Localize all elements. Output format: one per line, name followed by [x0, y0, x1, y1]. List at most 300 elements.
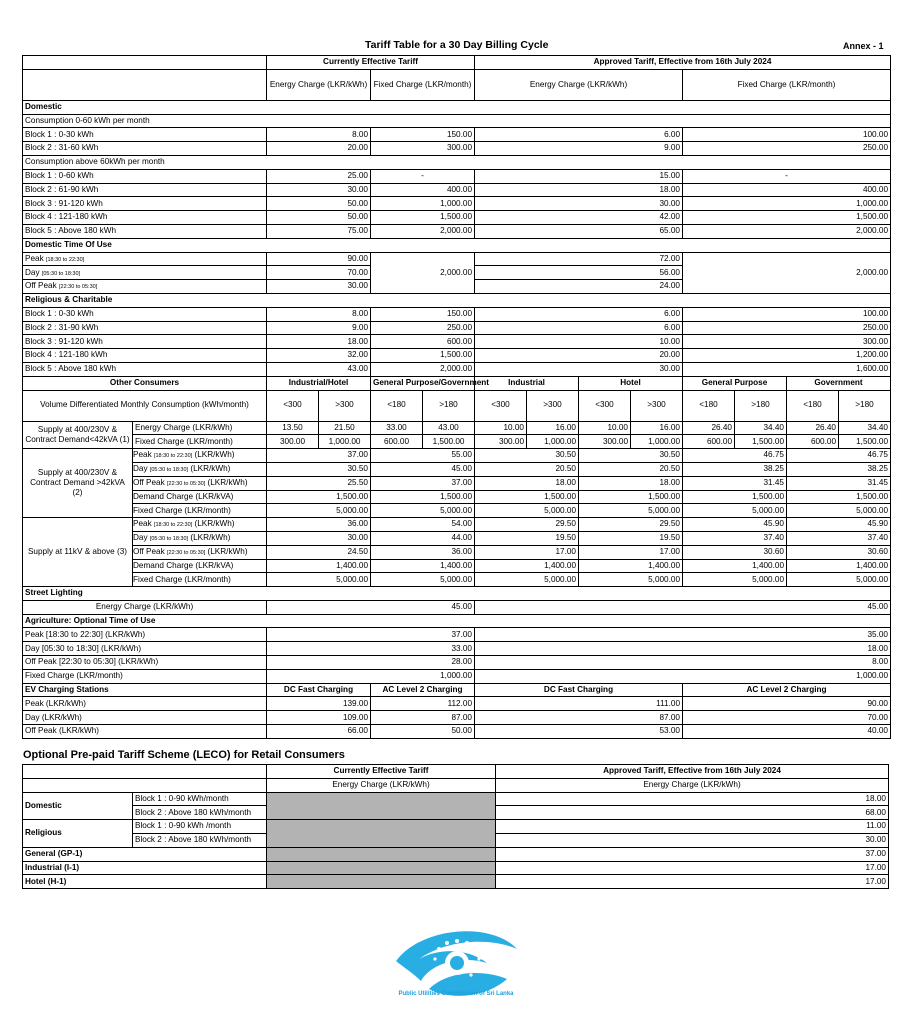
tariff-row — [23, 349, 891, 363]
volume-head: <180 — [787, 390, 839, 421]
approved-fixed: 1,500.00 — [683, 211, 891, 225]
approved-energy: 30.00 — [475, 197, 683, 211]
row-label-part: [18:30 to 22:30] — [153, 522, 193, 529]
value-cell: 5,000.00 — [579, 573, 683, 587]
value-cell: 33.00 — [371, 421, 423, 435]
value-cell: 45.90 — [787, 518, 891, 532]
volume-head: <300 — [475, 390, 527, 421]
current-ac: 87.00 — [371, 711, 475, 725]
header-fixed-approved: Fixed Charge (LKR/month) — [683, 69, 891, 100]
volume-head: <300 — [579, 390, 631, 421]
value-cell: 300.00 — [267, 435, 319, 449]
approved-dc: 53.00 — [475, 725, 683, 739]
current-fixed: 150.00 — [371, 128, 475, 142]
group1-row — [23, 421, 891, 435]
row-label: Fixed Charge (LKR/month) — [23, 669, 267, 683]
g3-row — [23, 559, 891, 573]
volume-head: >300 — [631, 390, 683, 421]
approved-ac: 40.00 — [683, 725, 891, 739]
value-cell: 5,000.00 — [787, 573, 891, 587]
approved-dc: 111.00 — [475, 697, 683, 711]
value-cell: 30.50 — [475, 449, 579, 463]
value-cell: 1,400.00 — [787, 559, 891, 573]
row-label-part: Peak — [25, 253, 44, 263]
approved-fixed: - — [683, 169, 891, 183]
tariff-row — [23, 321, 891, 335]
value-cell: 1,500.00 — [423, 435, 475, 449]
current-energy: 25.00 — [267, 169, 371, 183]
prepaid-religious-block1: Religious Block 1 : 0-90 kWh /month 11.00 — [23, 820, 889, 834]
prepaid-title: Optional Pre-paid Tariff Scheme (LECO) for Retail Consumers — [23, 749, 345, 761]
g2-row — [23, 449, 891, 463]
row-label-part: (LKR/kWh) — [194, 519, 235, 529]
section-domestic: Domestic — [23, 100, 891, 114]
value-cell: 18.00 — [475, 476, 579, 490]
header-approved: Approved Tariff, Effective from 16th July 2024 — [475, 56, 891, 70]
ev-row — [23, 711, 891, 725]
row-label: Block 2 : 31-60 kWh — [23, 142, 267, 156]
approved-fixed: 1,600.00 — [683, 362, 891, 376]
row-label-part: [05:30 to 18:30] — [149, 467, 189, 474]
value-cell: 1,400.00 — [683, 559, 787, 573]
row-label: Block 5 : Above 180 kWh — [23, 224, 267, 238]
approved-value: 18.00 — [475, 642, 891, 656]
row-label-part: [22:30 to 05:30] — [167, 549, 206, 556]
value-cell: 19.50 — [475, 531, 579, 545]
logo-caption: Public Utilities Commission of Sri Lanka — [398, 991, 514, 997]
current-energy: 90.00 — [267, 252, 371, 266]
value-cell: 36.00 — [267, 518, 371, 532]
row-label-part: [18:30 to 22:30] — [153, 453, 193, 460]
prepaid-table — [22, 764, 889, 889]
current-fixed: 2,000.00 — [371, 362, 475, 376]
row-label — [23, 252, 267, 266]
value-cell: 1,400.00 — [267, 559, 371, 573]
value-cell: 30.50 — [579, 449, 683, 463]
row-label-part: (LKR/kWh) — [190, 533, 231, 543]
value-cell: 1,500.00 — [475, 490, 579, 504]
current-energy: 32.00 — [267, 349, 371, 363]
value-cell: 30.60 — [787, 545, 891, 559]
value-cell: 5,000.00 — [475, 573, 579, 587]
value-cell: 1,500.00 — [735, 435, 787, 449]
header-fixed-current: Fixed Charge (LKR/month) — [371, 69, 475, 100]
value-cell: 1,500.00 — [579, 490, 683, 504]
value-cell: 45.90 — [683, 518, 787, 532]
tariff-row — [23, 362, 891, 376]
header-row-2 — [23, 69, 891, 100]
value-cell: 300.00 — [579, 435, 631, 449]
row-label: Block 3 : 91-120 kWh — [23, 197, 267, 211]
approved-fixed: 2,000.00 — [683, 224, 891, 238]
value-cell: 38.25 — [683, 462, 787, 476]
current-energy: 9.00 — [267, 321, 371, 335]
prepaid-current-blank — [267, 847, 496, 861]
value-cell: 29.50 — [579, 518, 683, 532]
current-energy: 30.00 — [267, 280, 371, 294]
approved-fixed: 100.00 — [683, 128, 891, 142]
value-cell: 10.00 — [475, 421, 527, 435]
current-dc: 109.00 — [267, 711, 371, 725]
value-cell: 600.00 — [683, 435, 735, 449]
row-label-part: Fixed Charge (LKR/month) — [133, 505, 231, 515]
current-fixed: 300.00 — [371, 142, 475, 156]
value-cell: 19.50 — [579, 531, 683, 545]
approved-fixed: 100.00 — [683, 307, 891, 321]
value-cell: 1,400.00 — [475, 559, 579, 573]
value-cell: 54.00 — [371, 518, 475, 532]
value-cell: 25.50 — [267, 476, 371, 490]
row-label-part: [05:30 to 18:30] — [41, 270, 81, 277]
approved-energy: 6.00 — [475, 307, 683, 321]
volume-head: <300 — [267, 390, 319, 421]
approved-value: 35.00 — [475, 628, 891, 642]
current-energy: 8.00 — [267, 128, 371, 142]
row-label-part: [22:30 to 05:30] — [59, 284, 98, 291]
other-consumers-header: Other Consumers Industrial/Hotel General Purpose/Government Industrial Hotel General Purpose Government — [23, 376, 891, 390]
row-label-part: (LKR/kWh) — [207, 477, 248, 487]
tariff-row — [23, 183, 891, 197]
group1-row — [23, 435, 891, 449]
approved-energy: 42.00 — [475, 211, 683, 225]
row-label — [133, 518, 267, 532]
value-cell: 5,000.00 — [371, 573, 475, 587]
volume-head: <180 — [683, 390, 735, 421]
value-cell: 29.50 — [475, 518, 579, 532]
row-label-part: Day — [133, 464, 148, 474]
value-cell: 5,000.00 — [267, 504, 371, 518]
value-cell: 46.75 — [683, 449, 787, 463]
row-label — [133, 490, 267, 504]
value-cell: 5,000.00 — [475, 504, 579, 518]
tariff-row — [23, 335, 891, 349]
approved-energy: 72.00 — [475, 252, 683, 266]
other-consumers-title: Other Consumers — [23, 376, 267, 390]
prepaid-industrial-row: Industrial (I-1) 17.00 — [23, 861, 889, 875]
value-cell: 46.75 — [787, 449, 891, 463]
ev-row — [23, 725, 891, 739]
section-domestic-tou: Domestic Time Of Use — [23, 238, 891, 252]
row-label — [23, 280, 267, 294]
value-cell: 45.00 — [371, 462, 475, 476]
current-fixed: 2,000.00 — [371, 224, 475, 238]
approved-fixed: 400.00 — [683, 183, 891, 197]
approved-energy: 30.00 — [475, 362, 683, 376]
approved-energy: 56.00 — [475, 266, 683, 280]
value-cell: 10.00 — [579, 421, 631, 435]
row-label-part: Fixed Charge (LKR/month) — [133, 574, 231, 584]
section-ev: EV Charging Stations — [23, 683, 267, 697]
value-cell: 16.00 — [527, 421, 579, 435]
row-label — [133, 531, 267, 545]
row-label-part: Peak — [133, 519, 152, 529]
tariff-row — [23, 128, 891, 142]
approved-fixed: 250.00 — [683, 321, 891, 335]
page-title: Tariff Table for a 30 Day Billing Cycle — [365, 39, 549, 51]
group-label: Supply at 11kV & above (3) — [23, 518, 133, 587]
annex-label: Annex - 1 — [843, 41, 884, 51]
row-label-part: Day — [25, 267, 40, 277]
row-label-part: Off Peak — [133, 546, 165, 556]
row-label — [133, 449, 267, 463]
current-fixed: 600.00 — [371, 335, 475, 349]
tariff-row — [23, 197, 891, 211]
prepaid-religious-label: Religious — [23, 820, 133, 848]
approved-energy: 6.00 — [475, 321, 683, 335]
current-fixed: 1,000.00 — [371, 197, 475, 211]
row-label: Off Peak [22:30 to 05:30] (LKR/kWh) — [23, 656, 267, 670]
approved-energy: 65.00 — [475, 224, 683, 238]
value-cell: 5,000.00 — [787, 504, 891, 518]
value-cell: 5,000.00 — [579, 504, 683, 518]
approved-energy: 20.00 — [475, 349, 683, 363]
value-cell: 600.00 — [371, 435, 423, 449]
tariff-row — [23, 169, 891, 183]
value-cell: 44.00 — [371, 531, 475, 545]
approved-fixed: 250.00 — [683, 142, 891, 156]
current-fixed: 1,500.00 — [371, 349, 475, 363]
value-cell: 1,000.00 — [631, 435, 683, 449]
volume-label: Volume Differentiated Monthly Consumption (kWh/month) — [23, 390, 267, 421]
g2-row — [23, 476, 891, 490]
row-label — [133, 476, 267, 490]
volume-head: >180 — [839, 390, 891, 421]
value-cell: 1,500.00 — [267, 490, 371, 504]
value-cell: 38.25 — [787, 462, 891, 476]
value-cell: 30.60 — [683, 545, 787, 559]
current-energy: 50.00 — [267, 197, 371, 211]
current-energy: 43.00 — [267, 362, 371, 376]
row-label — [133, 462, 267, 476]
row-label-part: [22:30 to 05:30] — [167, 480, 206, 487]
current-energy: 18.00 — [267, 335, 371, 349]
section-agriculture: Agriculture: Optional Time of Use — [23, 614, 891, 628]
value-cell: 37.00 — [267, 449, 371, 463]
prepaid-current-blank — [267, 792, 496, 820]
current-dc: 139.00 — [267, 697, 371, 711]
header-row-1 — [23, 56, 891, 70]
prepaid-general-row: General (GP-1) 37.00 — [23, 847, 889, 861]
agri-row — [23, 669, 891, 683]
tariff-row — [23, 224, 891, 238]
row-label-part: Peak — [133, 450, 152, 460]
value-cell: 1,500.00 — [839, 435, 891, 449]
current-value: 1,000.00 — [267, 669, 475, 683]
current-ac: 50.00 — [371, 725, 475, 739]
value-cell: 5,000.00 — [371, 504, 475, 518]
value-cell: 1,500.00 — [371, 490, 475, 504]
approved-fixed: 300.00 — [683, 335, 891, 349]
current-dc: 66.00 — [267, 725, 371, 739]
value-cell: 1,400.00 — [579, 559, 683, 573]
value-cell: 37.00 — [371, 476, 475, 490]
row-label: Block 3 : 91-120 kWh — [23, 335, 267, 349]
value-cell: 21.50 — [319, 421, 371, 435]
value-cell: 1,000.00 — [527, 435, 579, 449]
row-label-part: Off Peak — [133, 477, 165, 487]
current-ac: 112.00 — [371, 697, 475, 711]
row-label — [133, 559, 267, 573]
prepaid-domestic-label: Domestic — [23, 792, 133, 820]
g2-row — [23, 504, 891, 518]
approved-energy: 18.00 — [475, 183, 683, 197]
row-label-part: Demand Charge (LKR/kVA) — [133, 560, 234, 570]
prepaid-current-blank — [267, 820, 496, 848]
row-label — [133, 545, 267, 559]
agri-row — [23, 628, 891, 642]
approved-energy: 24.00 — [475, 280, 683, 294]
g3-row — [23, 531, 891, 545]
approved-value: 1,000.00 — [475, 669, 891, 683]
street-row: Energy Charge (LKR/kWh) 45.00 45.00 — [23, 600, 891, 614]
tou-row — [23, 252, 891, 266]
value-cell: 5,000.00 — [267, 573, 371, 587]
volume-head: >300 — [319, 390, 371, 421]
section-street-lighting: Street Lighting — [23, 587, 891, 601]
value-cell: 1,500.00 — [787, 490, 891, 504]
group-label: Supply at 400/230V & Contract Demand<42kVA (1) — [23, 421, 133, 449]
row-label: Block 1 : 0-30 kWh — [23, 128, 267, 142]
tariff-row — [23, 307, 891, 321]
row-label: Energy Charge (LKR/kWh) — [133, 421, 267, 435]
approved-dc: 87.00 — [475, 711, 683, 725]
value-cell: 17.00 — [475, 545, 579, 559]
row-label-part: [05:30 to 18:30] — [149, 536, 189, 543]
prepaid-religious-block2: Block 2 : Above 180 kWh/month 30.00 — [23, 833, 889, 847]
prepaid-header-2: Energy Charge (LKR/kWh) Energy Charge (LKR/kWh) — [23, 778, 889, 792]
row-label: Block 5 : Above 180 kWh — [23, 362, 267, 376]
row-label: Block 1 : 0-30 kWh — [23, 307, 267, 321]
prepaid-domestic-block1: Domestic Block 1 : 0-90 kWh/month 18.00 — [23, 792, 889, 806]
g3-row — [23, 573, 891, 587]
value-cell: 13.50 — [267, 421, 319, 435]
row-label — [133, 573, 267, 587]
volume-head: >180 — [735, 390, 787, 421]
row-label-part: (LKR/kWh) — [207, 546, 248, 556]
value-cell: 600.00 — [787, 435, 839, 449]
row-label — [133, 504, 267, 518]
agri-row — [23, 642, 891, 656]
value-cell: 1,400.00 — [371, 559, 475, 573]
current-energy: 75.00 — [267, 224, 371, 238]
approved-fixed: 1,000.00 — [683, 197, 891, 211]
value-cell: 1,000.00 — [319, 435, 371, 449]
approved-ac: 70.00 — [683, 711, 891, 725]
current-fixed: 250.00 — [371, 321, 475, 335]
current-fixed: 400.00 — [371, 183, 475, 197]
row-label: Peak [18:30 to 22:30] (LKR/kWh) — [23, 628, 267, 642]
g3-row — [23, 518, 891, 532]
approved-fixed: 2,000.00 — [683, 252, 891, 293]
prepaid-domestic-block2: Block 2 : Above 180 kWh/month 68.00 — [23, 806, 889, 820]
current-value: 37.00 — [267, 628, 475, 642]
volume-head: >180 — [423, 390, 475, 421]
current-fixed: 150.00 — [371, 307, 475, 321]
approved-energy: 9.00 — [475, 142, 683, 156]
volume-row — [23, 390, 891, 421]
value-cell: 55.00 — [371, 449, 475, 463]
group-label: Supply at 400/230V & Contract Demand >42kVA (2) — [23, 449, 133, 518]
current-energy: 30.00 — [267, 183, 371, 197]
value-cell: 20.50 — [579, 462, 683, 476]
row-label-part: Off Peak — [25, 281, 57, 291]
row-label-part: Day — [133, 533, 148, 543]
prepaid-current-blank — [267, 861, 496, 875]
row-label: Block 2 : 61-90 kWh — [23, 183, 267, 197]
current-energy: 8.00 — [267, 307, 371, 321]
current-fixed: 1,500.00 — [371, 211, 475, 225]
value-cell: 30.00 — [267, 531, 371, 545]
value-cell: 17.00 — [579, 545, 683, 559]
volume-head: >300 — [527, 390, 579, 421]
row-label-part: Demand Charge (LKR/kVA) — [133, 491, 234, 501]
value-cell: 1,500.00 — [683, 490, 787, 504]
g2-row — [23, 490, 891, 504]
volume-head: <180 — [371, 390, 423, 421]
header-energy-approved: Energy Charge (LKR/kWh) — [475, 69, 683, 100]
ev-row — [23, 697, 891, 711]
value-cell: 37.40 — [787, 531, 891, 545]
header-current: Currently Effective Tariff — [267, 56, 475, 70]
g2-row — [23, 462, 891, 476]
row-label: Block 1 : 0-60 kWh — [23, 169, 267, 183]
value-cell: 31.45 — [683, 476, 787, 490]
value-cell: 300.00 — [475, 435, 527, 449]
row-label-part: [18:30 to 22:30] — [45, 256, 85, 263]
value-cell: 5,000.00 — [683, 573, 787, 587]
value-cell: 26.40 — [683, 421, 735, 435]
value-cell: 34.40 — [839, 421, 891, 435]
agri-row — [23, 656, 891, 670]
value-cell: 43.00 — [423, 421, 475, 435]
approved-energy: 15.00 — [475, 169, 683, 183]
value-cell: 34.40 — [735, 421, 787, 435]
value-cell: 37.40 — [683, 531, 787, 545]
current-fixed: 2,000.00 — [371, 252, 475, 293]
g3-row — [23, 545, 891, 559]
value-cell: 30.50 — [267, 462, 371, 476]
value-cell: 24.50 — [267, 545, 371, 559]
current-value: 28.00 — [267, 656, 475, 670]
prepaid-hotel-row: Hotel (H-1) 17.00 — [23, 875, 889, 889]
tariff-row — [23, 211, 891, 225]
row-label — [23, 266, 267, 280]
ev-header: EV Charging Stations DC Fast Charging AC Level 2 Charging DC Fast Charging AC Level 2 Charging — [23, 683, 891, 697]
value-cell: 20.50 — [475, 462, 579, 476]
row-label-part: (LKR/kWh) — [194, 450, 235, 460]
current-fixed: - — [371, 169, 475, 183]
current-energy: 50.00 — [267, 211, 371, 225]
current-energy: 70.00 — [267, 266, 371, 280]
tariff-table — [22, 55, 891, 739]
row-label: Block 4 : 121-180 kWh — [23, 349, 267, 363]
puc-logo — [391, 919, 521, 1001]
current-value: 33.00 — [267, 642, 475, 656]
tariff-row — [23, 142, 891, 156]
header-energy-current: Energy Charge (LKR/kWh) — [267, 69, 371, 100]
row-label: Block 4 : 121-180 kWh — [23, 211, 267, 225]
approved-energy: 6.00 — [475, 128, 683, 142]
row-label: Block 2 : 31-90 kWh — [23, 321, 267, 335]
row-label: Day (LKR/kWh) — [23, 711, 267, 725]
subsection-domestic-low: Consumption 0-60 kWh per month — [23, 114, 891, 128]
value-cell: 26.40 — [787, 421, 839, 435]
row-label: Off Peak (LKR/kWh) — [23, 725, 267, 739]
approved-energy: 10.00 — [475, 335, 683, 349]
value-cell: 36.00 — [371, 545, 475, 559]
approved-value: 8.00 — [475, 656, 891, 670]
approved-ac: 90.00 — [683, 697, 891, 711]
